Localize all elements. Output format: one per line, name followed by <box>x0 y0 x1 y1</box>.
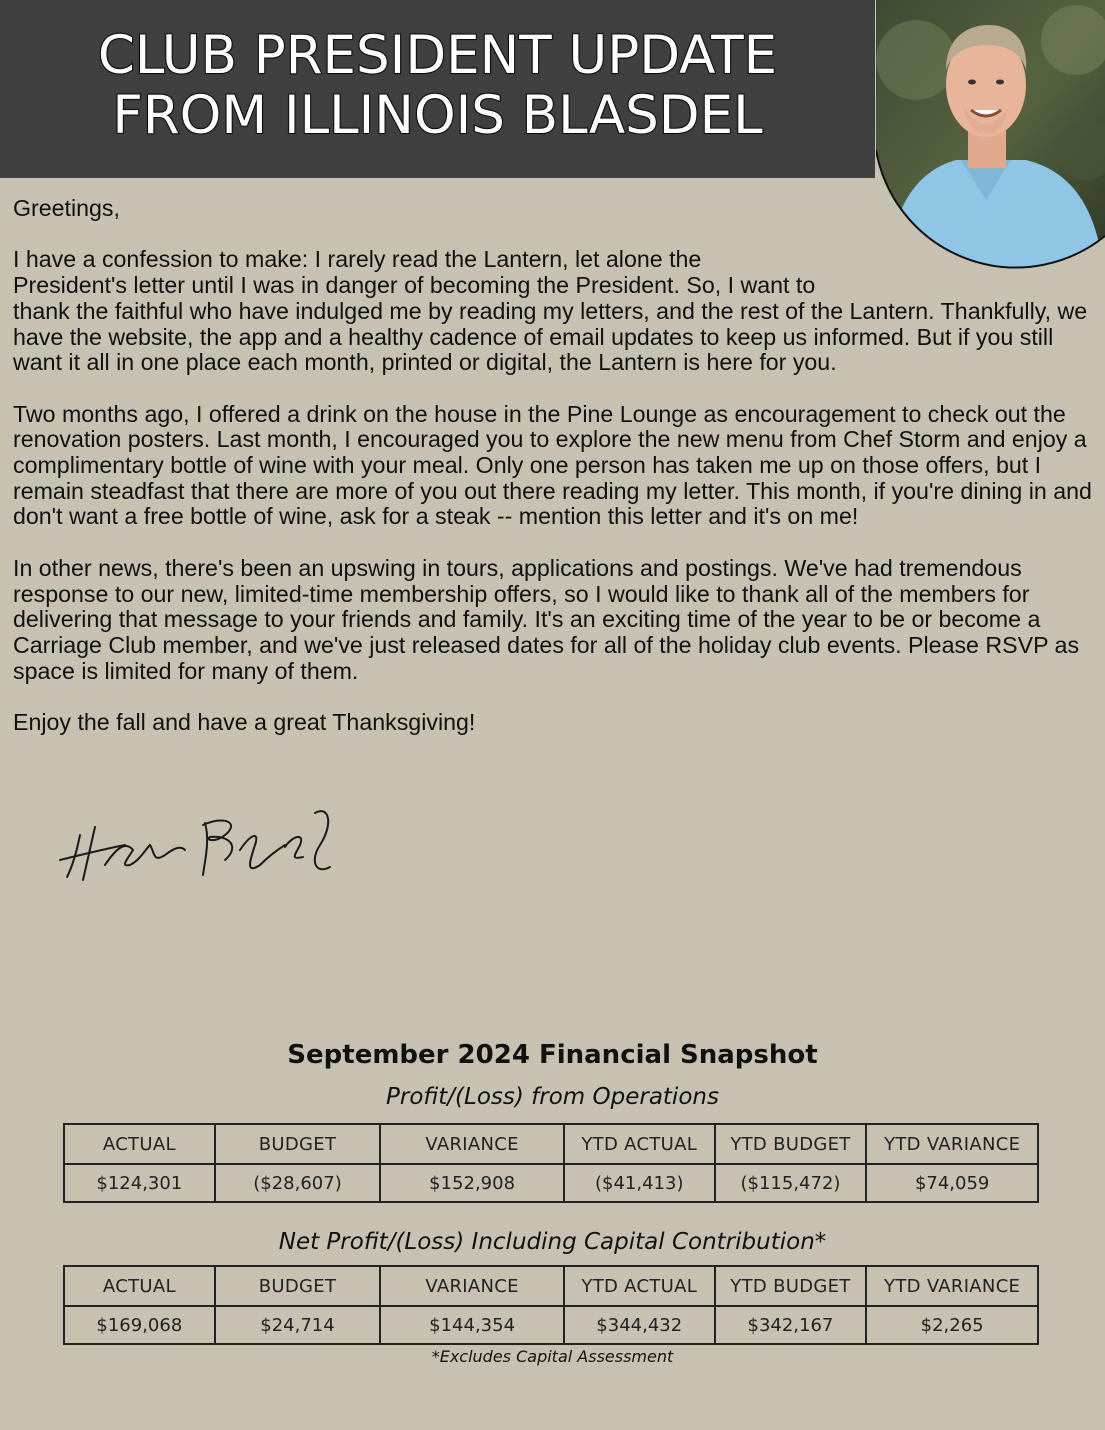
value-cell: ($41,413) <box>564 1164 715 1202</box>
paragraph-1-line-2: President's letter until I was in danger of becoming the President. So, I want to <box>13 272 816 299</box>
net-profit-table <box>63 1265 1039 1345</box>
header-banner <box>0 0 875 178</box>
header-cell: ACTUAL <box>64 1124 215 1164</box>
header-cell: YTD ACTUAL <box>564 1124 715 1164</box>
letter-paragraph-1 <box>13 247 1088 376</box>
value-cell: ($115,472) <box>715 1164 867 1202</box>
header-cell: ACTUAL <box>64 1266 215 1306</box>
value-cell: $24,714 <box>215 1306 381 1344</box>
paragraph-1-rest: thank the faithful who have indulged me by reading my letters, and the rest of the Lantern. Thankfully, we have the website, the app and a healthy cadence of email updates to keep us informed. But if you still want it all in one place each month, printed or digital, the Lantern is here for you. <box>13 297 1088 376</box>
header-cell: YTD VARIANCE <box>866 1266 1038 1306</box>
table-row <box>64 1164 1038 1202</box>
table-row <box>64 1306 1038 1344</box>
header-cell: BUDGET <box>215 1124 381 1164</box>
financial-snapshot-title: September 2024 Financial Snapshot <box>287 1040 818 1070</box>
table-2-subtitle: Net Profit/(Loss) Including Capital Contribution* <box>278 1229 827 1255</box>
header-cell: YTD ACTUAL <box>564 1266 715 1306</box>
header-cell: YTD BUDGET <box>715 1266 867 1306</box>
footnote: *Excludes Capital Assessment <box>431 1347 674 1366</box>
header-cell: YTD BUDGET <box>715 1124 867 1164</box>
table-header-row <box>64 1124 1038 1164</box>
header-cell: YTD VARIANCE <box>866 1124 1038 1164</box>
value-cell: $74,059 <box>866 1164 1038 1202</box>
value-cell: $152,908 <box>380 1164 564 1202</box>
paragraph-1-line-1: I have a confession to make: I rarely read the Lantern, let alone the <box>13 246 702 273</box>
closing-line: Enjoy the fall and have a great Thanksgiving! <box>13 709 476 735</box>
table-1-subtitle: Profit/(Loss) from Operations <box>386 1084 719 1110</box>
signature <box>55 805 345 890</box>
letter-paragraph-3: In other news, there's been an upswing in tours, applications and postings. We've had tremendous response to our new, limited-time membership offers, so I would like to thank all of the members for delivering that message to your friends and family. It's an exciting time of the year to be or become a Carriage Club member, and we've just released dates for all of the holiday club events. Please RSVP as space is limited for many of them. <box>13 554 1080 684</box>
header-cell: VARIANCE <box>380 1124 564 1164</box>
title-line-1: CLUB PRESIDENT UPDATE <box>97 25 778 86</box>
value-cell: ($28,607) <box>215 1164 381 1202</box>
value-cell: $169,068 <box>64 1306 215 1344</box>
value-cell: $124,301 <box>64 1164 215 1202</box>
title-line-2: FROM ILLINOIS BLASDEL <box>112 85 763 146</box>
header-cell: VARIANCE <box>380 1266 564 1306</box>
operations-table <box>63 1123 1039 1203</box>
letter-paragraph-2: Two months ago, I offered a drink on the house in the Pine Lounge as encouragement to check out the renovation posters. Last month, I encouraged you to explore the new menu from Chef Storm and enjoy a complimentary bottle of wine with your meal. Only one person has taken me up on those offers, but I remain steadfast that there are more of you out there reading my letter. This month, if you're dining in and don't want a free bottle of wine, ask for a steak -- mention this letter and it's on me! <box>13 400 1092 530</box>
header-cell: BUDGET <box>215 1266 381 1306</box>
greeting: Greetings, <box>13 195 120 221</box>
value-cell: $342,167 <box>715 1306 867 1344</box>
president-letter <box>13 196 1093 761</box>
value-cell: $2,265 <box>866 1306 1038 1344</box>
page-title <box>0 26 875 146</box>
value-cell: $144,354 <box>380 1306 564 1344</box>
value-cell: $344,432 <box>564 1306 715 1344</box>
table-header-row <box>64 1266 1038 1306</box>
